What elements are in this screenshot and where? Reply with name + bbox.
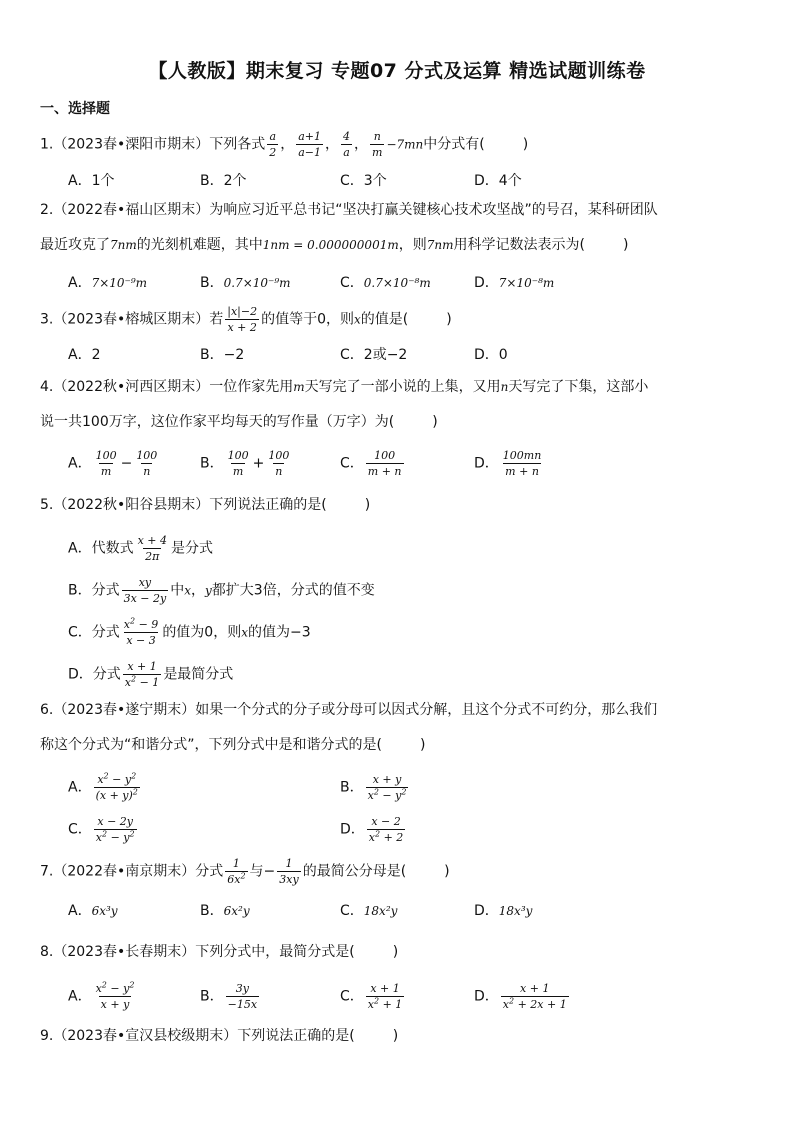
option-b[interactable]: B．2个: [200, 173, 247, 189]
option-d[interactable]: D． $\frac{x - 2}{x^2 + 2}$: [340, 815, 404, 844]
option-d[interactable]: D． $\frac{x + 1}{x^2 + 2x + 1}$: [474, 982, 567, 1011]
question-2-cont: 最近攻克了7nm的光刻机难题，其中1nm = 0.000000001m，则7nm用科学记数法表示为( ): [40, 237, 629, 253]
option-a[interactable]: A．6x³y: [68, 903, 118, 919]
option-b[interactable]: B．6x²y: [200, 903, 250, 919]
question-9: 9.（2023春•宣汉县校级期末）下列说法正确的是( ): [40, 1028, 399, 1044]
option-c[interactable]: C．0.7×10⁻⁸m: [340, 275, 431, 291]
option-b[interactable]: B．0.7×10⁻⁹m: [200, 275, 291, 291]
option-a[interactable]: A． $\frac{100}{m}$ − $\frac{100}{n}$: [68, 449, 158, 478]
option-d[interactable]: D．4个: [474, 173, 522, 189]
option-a[interactable]: A．2: [68, 347, 101, 363]
question-6-cont: 称这个分式为“和谐分式”，下列分式中是和谐分式的是( ): [40, 737, 426, 753]
option-a[interactable]: A．7×10⁻⁹m: [68, 275, 148, 291]
option-c[interactable]: C．18x²y: [340, 903, 398, 919]
question-8: 8.（2023春•长春期末）下列分式中，最简分式是( ): [40, 944, 399, 960]
option-b[interactable]: B．分式 $\frac{xy}{3x - 2y}$ 中x，y都扩大3倍，分式的值不变: [68, 576, 375, 605]
page-title: 【人教版】期末复习 专题07 分式及运算 精选试题训练卷: [148, 60, 646, 82]
frac: $\frac{a+1}{a-1}$: [298, 130, 322, 159]
option-d[interactable]: D．7×10⁻⁸m: [474, 275, 555, 291]
frac: $\frac{4}{a}$: [343, 130, 351, 159]
option-c[interactable]: C． $\frac{100}{m + n}$: [340, 449, 402, 478]
question-4-cont: 说一共100万字，这位作家平均每天的写作量（万字）为( ): [40, 414, 438, 430]
frac: $\frac{|x|-2}{x + 2}$: [227, 305, 258, 334]
option-b[interactable]: B． $\frac{x + y}{x^2 - y^2}$: [340, 773, 407, 802]
option-a[interactable]: A．1个: [68, 173, 115, 189]
question-4: 4.（2022秋•河西区期末）一位作家先用m天写完了一部小说的上集，又用n天写完了下集，这部小: [40, 379, 649, 395]
question-3: 3.（2023春•榕城区期末）若 $\frac{|x|-2}{x + 2}$ 的值等于0，则x的值是( ): [40, 305, 452, 334]
frac: $\frac{n}{m}$: [372, 130, 383, 159]
option-c[interactable]: C．3个: [340, 173, 387, 189]
question-6: 6.（2023春•遂宁期末）如果一个分式的分子或分母可以因式分解，且这个分式不可约分，那么我们: [40, 702, 658, 718]
option-d[interactable]: D． $\frac{100mn}{m + n}$: [474, 449, 542, 478]
question-5: 5.（2022秋•阳谷县期末）下列说法正确的是( ): [40, 497, 371, 513]
option-a[interactable]: A． $\frac{x^2 - y^2}{x + y}$: [68, 980, 135, 1011]
option-c[interactable]: C． $\frac{x - 2y}{x^2 - y^2}$: [68, 815, 135, 844]
option-b[interactable]: B．−2: [200, 347, 245, 363]
option-a[interactable]: A． $\frac{x^2 - y^2}{(x + y)^2}$: [68, 771, 138, 802]
option-b[interactable]: B． $\frac{100}{m}$ + $\frac{100}{n}$: [200, 449, 290, 478]
option-c[interactable]: C．分式 $\frac{x^2 - 9}{x - 3}$ 的值为0，则x的值为−3: [68, 616, 311, 647]
frac: $\frac{a}{2}$: [269, 130, 277, 159]
option-d[interactable]: D．18x³y: [474, 903, 533, 919]
option-d[interactable]: D．分式 $\frac{x + 1}{x^2 - 1}$ 是最简分式: [68, 660, 234, 689]
option-b[interactable]: B． $\frac{3y}{-15x}$: [200, 982, 258, 1011]
section-heading: 一、选择题: [40, 101, 110, 117]
option-d[interactable]: D．0: [474, 347, 508, 363]
option-c[interactable]: C． $\frac{x + 1}{x^2 + 1}$: [340, 982, 403, 1011]
question-7: 7.（2022春•南京期末）分式 $\frac{1}{6x^2}$ 与− $\frac{1}{3xy}$ 的最简公分母是( ): [40, 857, 450, 886]
option-a[interactable]: A．代数式 $\frac{x + 4}{2\pi}$ 是分式: [68, 534, 213, 563]
option-c[interactable]: C．2或−2: [340, 347, 408, 363]
question-1: 1.（2023春•溧阳市期末）下列各式 $\frac{a}{2}$ ， $\frac{a+1}{a-1}$ ， $\frac{4}{a}$ ， $\frac{n}{m}$ −7mn中分式有( ): [40, 130, 529, 159]
question-2: 2.（2022春•福山区期末）为响应习近平总书记“坚决打赢关键核心技术攻坚战”的号召，某科研团队: [40, 202, 658, 218]
